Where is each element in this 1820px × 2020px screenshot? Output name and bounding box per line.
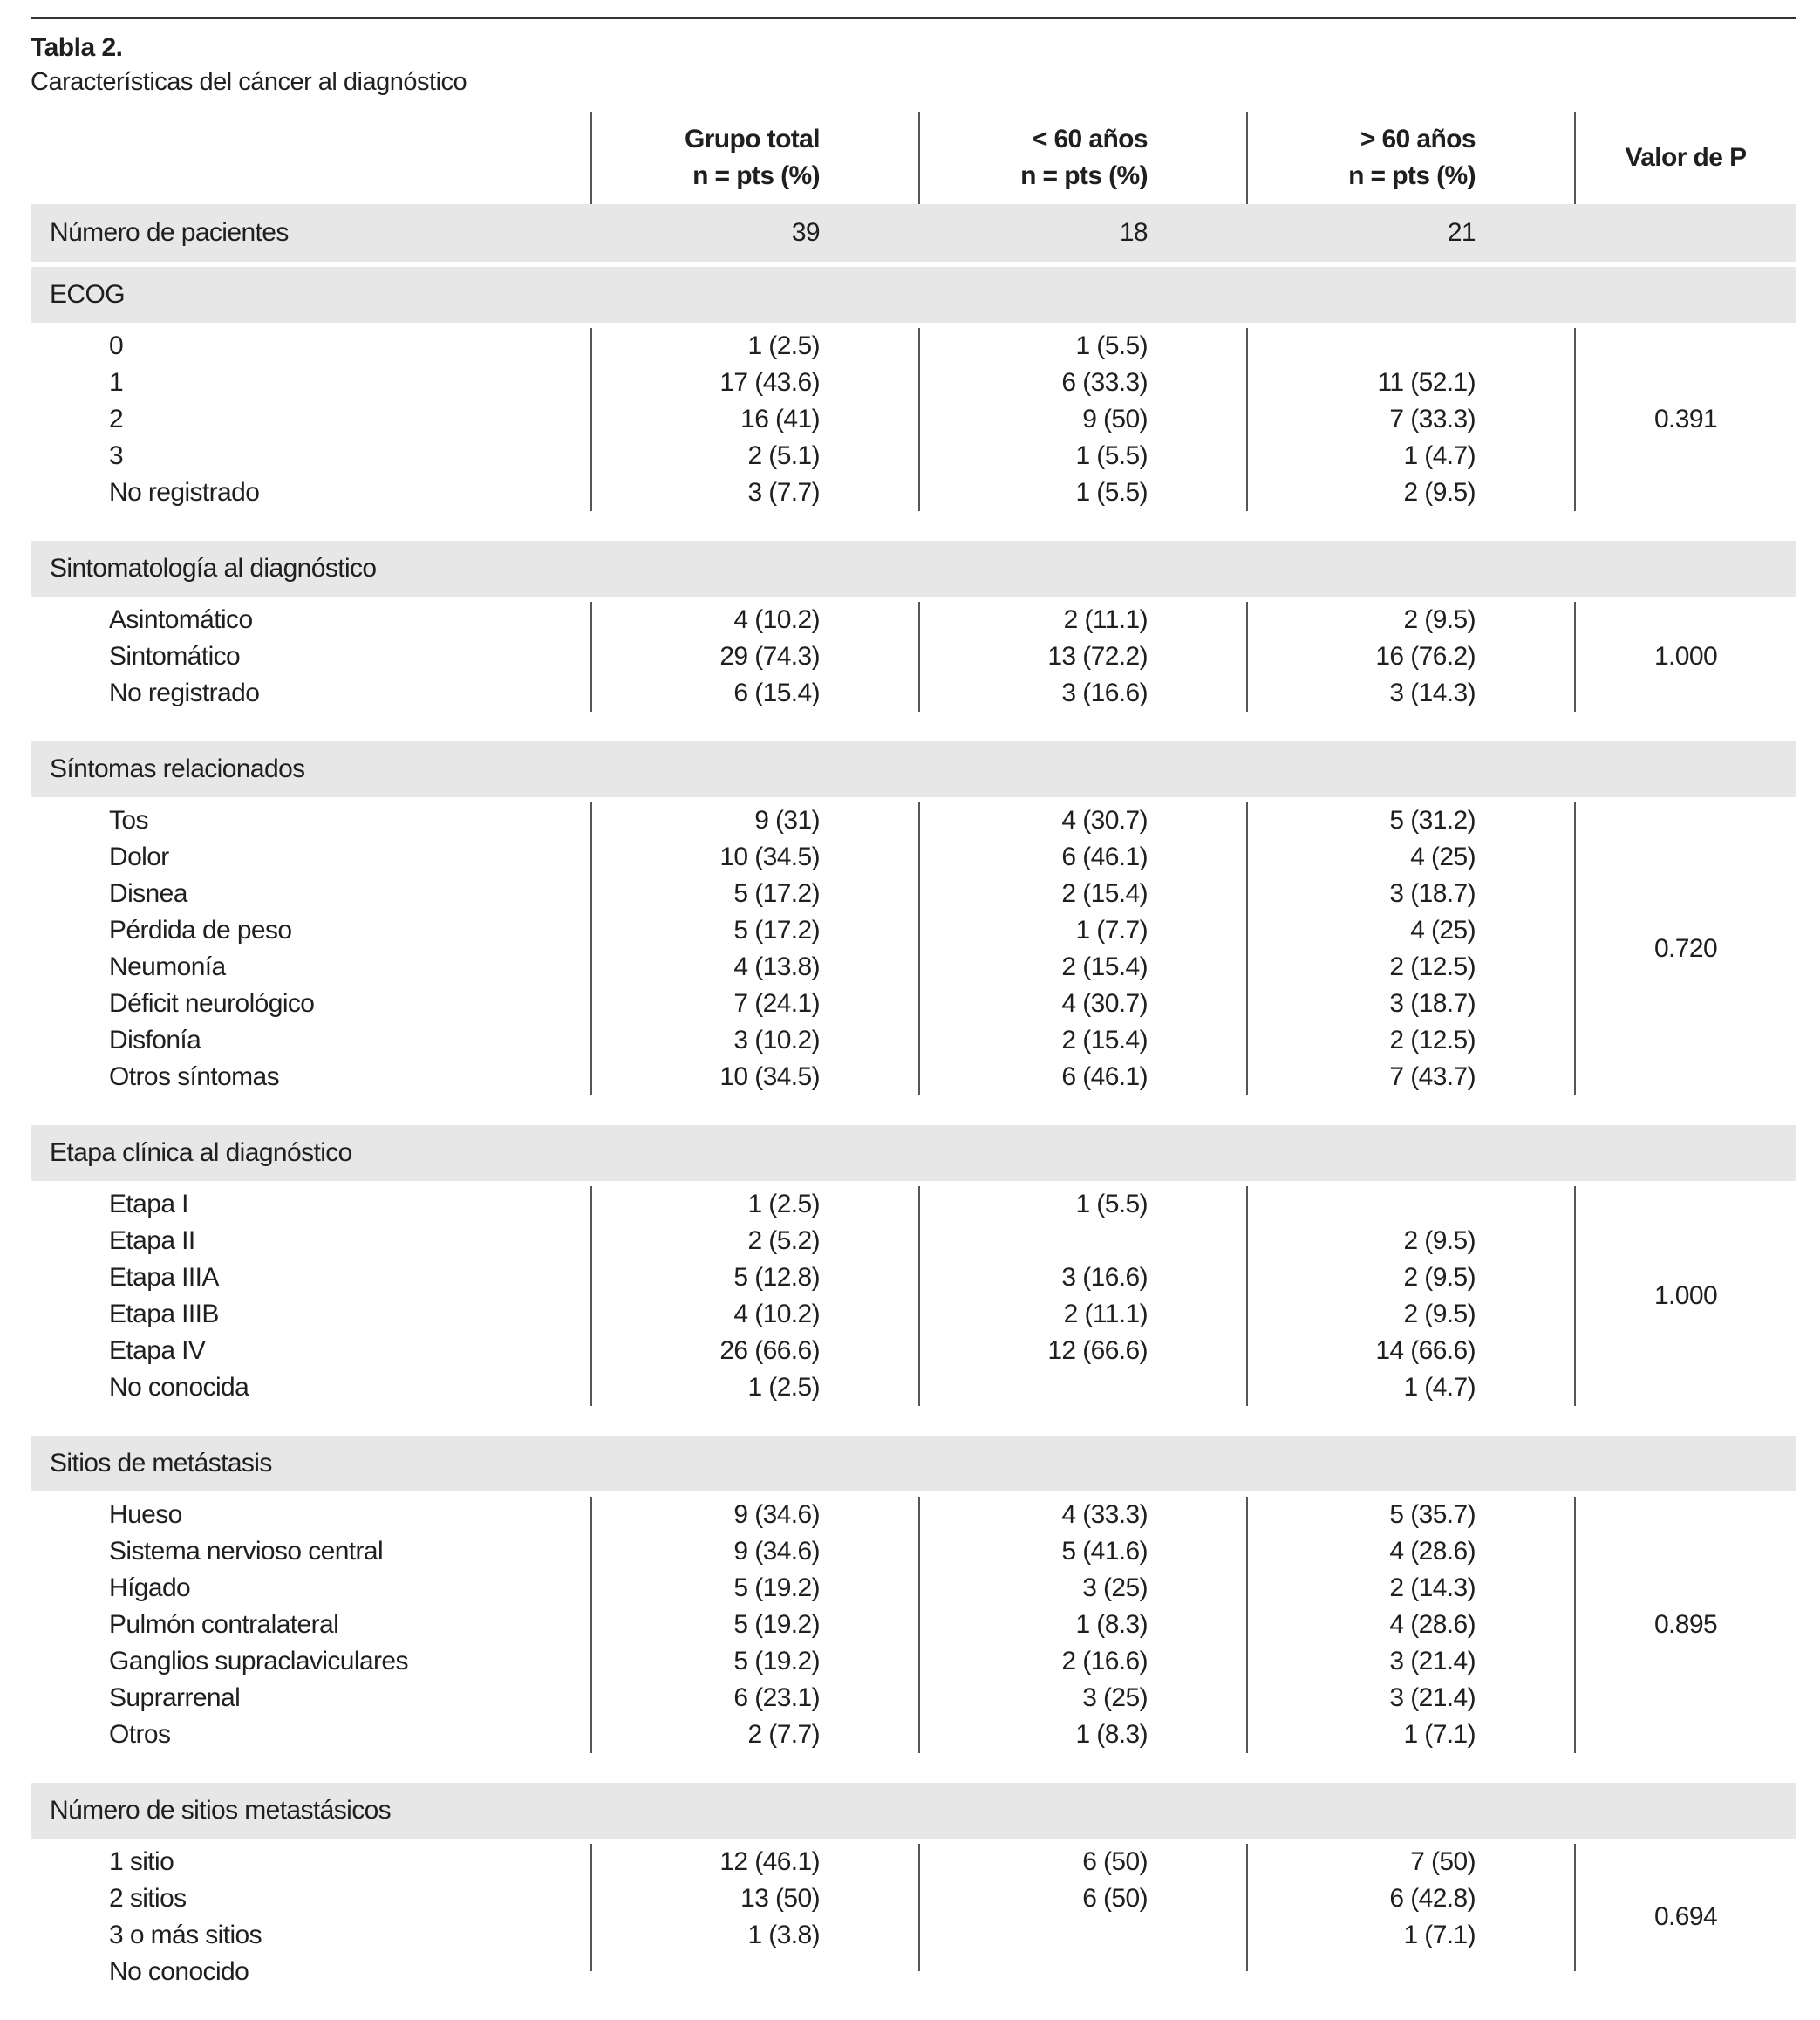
cell-total: 5 (17.2) xyxy=(733,879,820,908)
row-label: Otros xyxy=(109,1720,171,1749)
cell-under60: 1 (5.5) xyxy=(1075,441,1148,470)
row-label: 0 xyxy=(109,331,124,360)
section-header-row xyxy=(31,1436,1796,1491)
cell-over60: 2 (9.5) xyxy=(1403,605,1476,634)
cell-under60: 6 (50) xyxy=(1082,1884,1148,1913)
table-row xyxy=(31,1369,1796,1406)
table-row xyxy=(31,401,1796,438)
section-title: Sitios de metástasis xyxy=(31,1436,591,1491)
section-header-cell xyxy=(919,1436,1247,1491)
cell-total: 12 (46.1) xyxy=(719,1847,820,1876)
table-row xyxy=(31,839,1796,876)
section-header-cell xyxy=(1575,1783,1796,1839)
section-header-cell xyxy=(1575,1125,1796,1181)
row-label: Etapa II xyxy=(109,1226,195,1255)
cell-under60: 3 (16.6) xyxy=(1061,1263,1148,1292)
cell-total: 1 (2.5) xyxy=(747,331,820,360)
header-row xyxy=(31,112,1796,204)
cell-under60: 1 (8.3) xyxy=(1075,1720,1148,1749)
row-label: Hígado xyxy=(109,1573,191,1602)
section-title: Etapa clínica al diagnóstico xyxy=(31,1125,591,1181)
cell-over60 xyxy=(1247,1186,1575,1223)
section-header-row xyxy=(31,267,1796,323)
data-table xyxy=(31,112,1796,2020)
cell-under60: 1 (8.3) xyxy=(1075,1610,1148,1639)
table-body xyxy=(31,204,1796,2020)
cell-over60: 3 (21.4) xyxy=(1389,1683,1476,1712)
cell-over60: 5 (35.7) xyxy=(1389,1500,1476,1529)
p-value: 0.391 xyxy=(1653,405,1718,433)
section-header-row xyxy=(31,1783,1796,1839)
header-under60: < 60 años n = pts (%) xyxy=(1020,125,1148,190)
table-row xyxy=(31,675,1796,712)
cell-over60: 5 (31.2) xyxy=(1389,806,1476,835)
cell-over60: 4 (28.6) xyxy=(1389,1537,1476,1566)
cell-over60: 11 (52.1) xyxy=(1377,368,1476,397)
cell-over60: 4 (25) xyxy=(1410,843,1476,871)
cell-under60: 4 (30.7) xyxy=(1061,806,1148,835)
table-row xyxy=(31,474,1796,511)
spacer-row xyxy=(31,1753,1796,1783)
table-row xyxy=(31,1570,1796,1607)
cell-under60: 5 (41.6) xyxy=(1061,1537,1148,1566)
section-header-cell xyxy=(591,741,919,797)
cell-over60 xyxy=(1247,1954,1575,1990)
section-header-cell xyxy=(1247,267,1575,323)
spacer-row xyxy=(31,1095,1796,1125)
cell-under60: 2 (15.4) xyxy=(1061,1026,1148,1054)
cell-under60 xyxy=(919,1954,1247,1990)
row-label: No registrado xyxy=(109,478,260,507)
cell-over60: 1 (7.1) xyxy=(1403,1720,1476,1749)
header-over60: > 60 años n = pts (%) xyxy=(1348,125,1476,190)
cell-under60: 2 (11.1) xyxy=(1063,1300,1148,1328)
cell-under60 xyxy=(919,1223,1247,1259)
cell-under60: 6 (46.1) xyxy=(1061,843,1148,871)
section-header-cell xyxy=(1575,267,1796,323)
cell-total: 1 (2.5) xyxy=(747,1190,820,1218)
patients-label: Número de pacientes xyxy=(31,204,591,262)
row-label: Pérdida de peso xyxy=(109,916,292,945)
row-label: No conocida xyxy=(109,1373,249,1402)
row-label: Otros síntomas xyxy=(109,1062,279,1091)
cell-over60: 2 (9.5) xyxy=(1403,1226,1476,1255)
table-row xyxy=(31,1643,1796,1680)
table-row xyxy=(31,1954,1796,1990)
cell-total: 2 (5.1) xyxy=(747,441,820,470)
cell-over60: 7 (43.7) xyxy=(1389,1062,1476,1091)
table-row xyxy=(31,365,1796,401)
cell-total: 16 (41) xyxy=(740,405,820,433)
header-pvalue: Valor de P xyxy=(1625,143,1747,172)
section-title: Síntomas relacionados xyxy=(31,741,591,797)
p-value: 0.694 xyxy=(1653,1902,1718,1931)
section-header-cell xyxy=(591,1125,919,1181)
p-value: 1.000 xyxy=(1653,642,1718,671)
section-title: Sintomatología al diagnóstico xyxy=(31,541,591,597)
cell-total xyxy=(591,1954,919,1990)
table-row xyxy=(31,1223,1796,1259)
row-label: Disfonía xyxy=(109,1026,201,1054)
row-label: 3 o más sitios xyxy=(109,1921,262,1949)
section-header-cell xyxy=(1247,1783,1575,1839)
cell-under60: 4 (30.7) xyxy=(1061,989,1148,1018)
table-row xyxy=(31,986,1796,1022)
cell-under60: 3 (16.6) xyxy=(1061,679,1148,707)
section-header-cell xyxy=(1247,741,1575,797)
section-title: ECOG xyxy=(31,267,591,323)
cell-under60: 6 (33.3) xyxy=(1061,368,1148,397)
cell-total: 3 (10.2) xyxy=(733,1026,820,1054)
cell-total: 3 (7.7) xyxy=(747,478,820,507)
row-label: Sistema nervioso central xyxy=(109,1537,384,1566)
section-header-cell xyxy=(591,1783,919,1839)
row-label: Etapa IV xyxy=(109,1336,206,1365)
row-label: 2 sitios xyxy=(109,1884,187,1913)
row-label: Neumonía xyxy=(109,952,226,981)
patients-row xyxy=(31,204,1796,262)
cell-under60: 1 (5.5) xyxy=(1075,1190,1148,1218)
table-row xyxy=(31,949,1796,986)
cell-over60: 4 (28.6) xyxy=(1389,1610,1476,1639)
cell-over60: 4 (25) xyxy=(1410,916,1476,945)
table-row xyxy=(31,1497,1796,1533)
row-label: Suprarrenal xyxy=(109,1683,241,1712)
table-row xyxy=(31,1259,1796,1296)
section-header-cell xyxy=(1575,741,1796,797)
header-empty xyxy=(31,112,591,204)
section-header-cell xyxy=(591,267,919,323)
section-header-cell xyxy=(1247,1125,1575,1181)
table-row xyxy=(31,438,1796,474)
p-value: 1.000 xyxy=(1653,1281,1718,1310)
row-label: Etapa I xyxy=(109,1190,188,1218)
cell-total: 2 (7.7) xyxy=(747,1720,820,1749)
cell-over60: 14 (66.6) xyxy=(1375,1336,1476,1365)
table-row xyxy=(31,602,1796,638)
cell-total: 6 (15.4) xyxy=(733,679,820,707)
cell-over60: 2 (9.5) xyxy=(1403,1300,1476,1328)
cell-total: 9 (34.6) xyxy=(733,1537,820,1566)
cell-total: 9 (31) xyxy=(754,806,820,835)
cell-total: 13 (50) xyxy=(740,1884,820,1913)
cell-under60: 1 (5.5) xyxy=(1075,478,1148,507)
section-header-cell xyxy=(919,267,1247,323)
cell-over60: 2 (12.5) xyxy=(1389,1026,1476,1054)
patients-over60: 21 xyxy=(1247,204,1575,262)
section-header-cell xyxy=(1247,541,1575,597)
header-total: Grupo total n = pts (%) xyxy=(684,125,820,190)
table-row xyxy=(31,1333,1796,1369)
top-rule xyxy=(31,17,1796,19)
row-label: 1 sitio xyxy=(109,1847,174,1876)
row-label: 2 xyxy=(109,405,124,433)
row-label: Sintomático xyxy=(109,642,241,671)
section-header-cell xyxy=(1575,541,1796,597)
row-label: Tos xyxy=(109,806,148,835)
cell-total: 4 (10.2) xyxy=(733,605,820,634)
cell-total: 29 (74.3) xyxy=(719,642,820,671)
cell-total: 4 (13.8) xyxy=(733,952,820,981)
table-row xyxy=(31,1533,1796,1570)
cell-under60: 4 (33.3) xyxy=(1061,1500,1148,1529)
section-header-row xyxy=(31,741,1796,797)
table-row xyxy=(31,1880,1796,1917)
table-row xyxy=(31,1022,1796,1059)
cell-over60: 16 (76.2) xyxy=(1375,642,1476,671)
row-label: Hueso xyxy=(109,1500,182,1529)
cell-over60: 3 (18.7) xyxy=(1389,989,1476,1018)
cell-over60: 2 (9.5) xyxy=(1403,1263,1476,1292)
cell-over60: 7 (33.3) xyxy=(1389,405,1476,433)
patients-pvalue xyxy=(1575,204,1796,262)
section-header-cell xyxy=(919,1783,1247,1839)
cell-over60: 3 (14.3) xyxy=(1389,679,1476,707)
cell-over60: 1 (4.7) xyxy=(1403,1373,1476,1402)
cell-under60 xyxy=(919,1369,1247,1406)
table-row xyxy=(31,1186,1796,1223)
table-row xyxy=(31,1844,1796,1880)
row-label: Asintomático xyxy=(109,605,253,634)
row-label: 3 xyxy=(109,441,124,470)
cell-under60: 9 (50) xyxy=(1082,405,1148,433)
cell-over60: 2 (12.5) xyxy=(1389,952,1476,981)
cell-total: 6 (23.1) xyxy=(733,1683,820,1712)
cell-total: 5 (19.2) xyxy=(733,1647,820,1675)
cell-total: 2 (5.2) xyxy=(747,1226,820,1255)
table-row xyxy=(31,1607,1796,1643)
table-row xyxy=(31,1716,1796,1753)
section-header-cell xyxy=(919,541,1247,597)
cell-over60: 3 (21.4) xyxy=(1389,1647,1476,1675)
cell-total: 5 (19.2) xyxy=(733,1610,820,1639)
section-header-cell xyxy=(591,541,919,597)
cell-total: 1 (2.5) xyxy=(747,1373,820,1402)
table-row xyxy=(31,1917,1796,1954)
cell-under60: 12 (66.6) xyxy=(1047,1336,1148,1365)
table-row xyxy=(31,1059,1796,1095)
cell-total: 4 (10.2) xyxy=(733,1300,820,1328)
cell-under60: 2 (11.1) xyxy=(1063,605,1148,634)
row-label: Etapa IIIA xyxy=(109,1263,219,1292)
cell-total: 5 (17.2) xyxy=(733,916,820,945)
table-row xyxy=(31,802,1796,839)
section-header-cell xyxy=(591,1436,919,1491)
section-header-row xyxy=(31,541,1796,597)
row-label: Déficit neurológico xyxy=(109,989,315,1018)
cell-over60: 7 (50) xyxy=(1410,1847,1476,1876)
cell-under60: 2 (16.6) xyxy=(1061,1647,1148,1675)
table-row xyxy=(31,328,1796,365)
cell-total: 9 (34.6) xyxy=(733,1500,820,1529)
cell-under60: 6 (50) xyxy=(1082,1847,1148,1876)
cell-under60: 6 (46.1) xyxy=(1061,1062,1148,1091)
cell-over60: 2 (9.5) xyxy=(1403,478,1476,507)
p-value: 0.720 xyxy=(1653,934,1718,963)
p-value: 0.895 xyxy=(1653,1610,1718,1639)
table-row xyxy=(31,912,1796,949)
table-row xyxy=(31,1296,1796,1333)
section-header-row xyxy=(31,1125,1796,1181)
cell-total: 10 (34.5) xyxy=(719,843,820,871)
patients-total: 39 xyxy=(591,204,919,262)
row-label: Disnea xyxy=(109,879,187,908)
table-row xyxy=(31,876,1796,912)
section-title: Número de sitios metastásicos xyxy=(31,1783,591,1839)
cell-total: 17 (43.6) xyxy=(719,368,820,397)
cell-over60: 6 (42.8) xyxy=(1389,1884,1476,1913)
cell-total: 5 (12.8) xyxy=(733,1263,820,1292)
table-number: Tabla 2. xyxy=(31,33,123,62)
row-label: No conocido xyxy=(109,1957,249,1986)
spacer-row xyxy=(31,1406,1796,1436)
cell-under60: 2 (15.4) xyxy=(1061,879,1148,908)
cell-over60: 1 (4.7) xyxy=(1403,441,1476,470)
cell-over60: 1 (7.1) xyxy=(1403,1921,1476,1949)
cell-total: 7 (24.1) xyxy=(733,989,820,1018)
table-row xyxy=(31,638,1796,675)
row-label: Dolor xyxy=(109,843,169,871)
cell-total: 10 (34.5) xyxy=(719,1062,820,1091)
cell-under60: 3 (25) xyxy=(1082,1683,1148,1712)
cell-over60: 3 (18.7) xyxy=(1389,879,1476,908)
row-label: No registrado xyxy=(109,679,260,707)
row-label: Etapa IIIB xyxy=(109,1300,219,1328)
cell-under60: 13 (72.2) xyxy=(1047,642,1148,671)
row-label: 1 xyxy=(109,368,124,397)
section-header-cell xyxy=(1575,1436,1796,1491)
spacer-row xyxy=(31,712,1796,741)
cell-under60: 2 (15.4) xyxy=(1061,952,1148,981)
spacer-row xyxy=(31,1990,1796,2020)
spacer-row xyxy=(31,511,1796,541)
cell-total: 1 (3.8) xyxy=(747,1921,820,1949)
cell-under60: 3 (25) xyxy=(1082,1573,1148,1602)
cell-total: 5 (19.2) xyxy=(733,1573,820,1602)
cell-under60: 1 (7.7) xyxy=(1075,916,1148,945)
cell-over60: 2 (14.3) xyxy=(1389,1573,1476,1602)
section-header-cell xyxy=(919,1125,1247,1181)
section-header-cell xyxy=(1247,1436,1575,1491)
table-caption xyxy=(31,33,467,97)
table-row xyxy=(31,1680,1796,1716)
patients-under60: 18 xyxy=(919,204,1247,262)
table-subtitle: Características del cáncer al diagnóstico xyxy=(31,68,467,96)
row-label: Pulmón contralateral xyxy=(109,1610,339,1639)
cell-under60 xyxy=(919,1917,1247,1954)
row-label: Ganglios supraclaviculares xyxy=(109,1647,408,1675)
cell-under60: 1 (5.5) xyxy=(1075,331,1148,360)
section-header-cell xyxy=(919,741,1247,797)
cell-total: 26 (66.6) xyxy=(719,1336,820,1365)
cell-over60 xyxy=(1247,328,1575,365)
